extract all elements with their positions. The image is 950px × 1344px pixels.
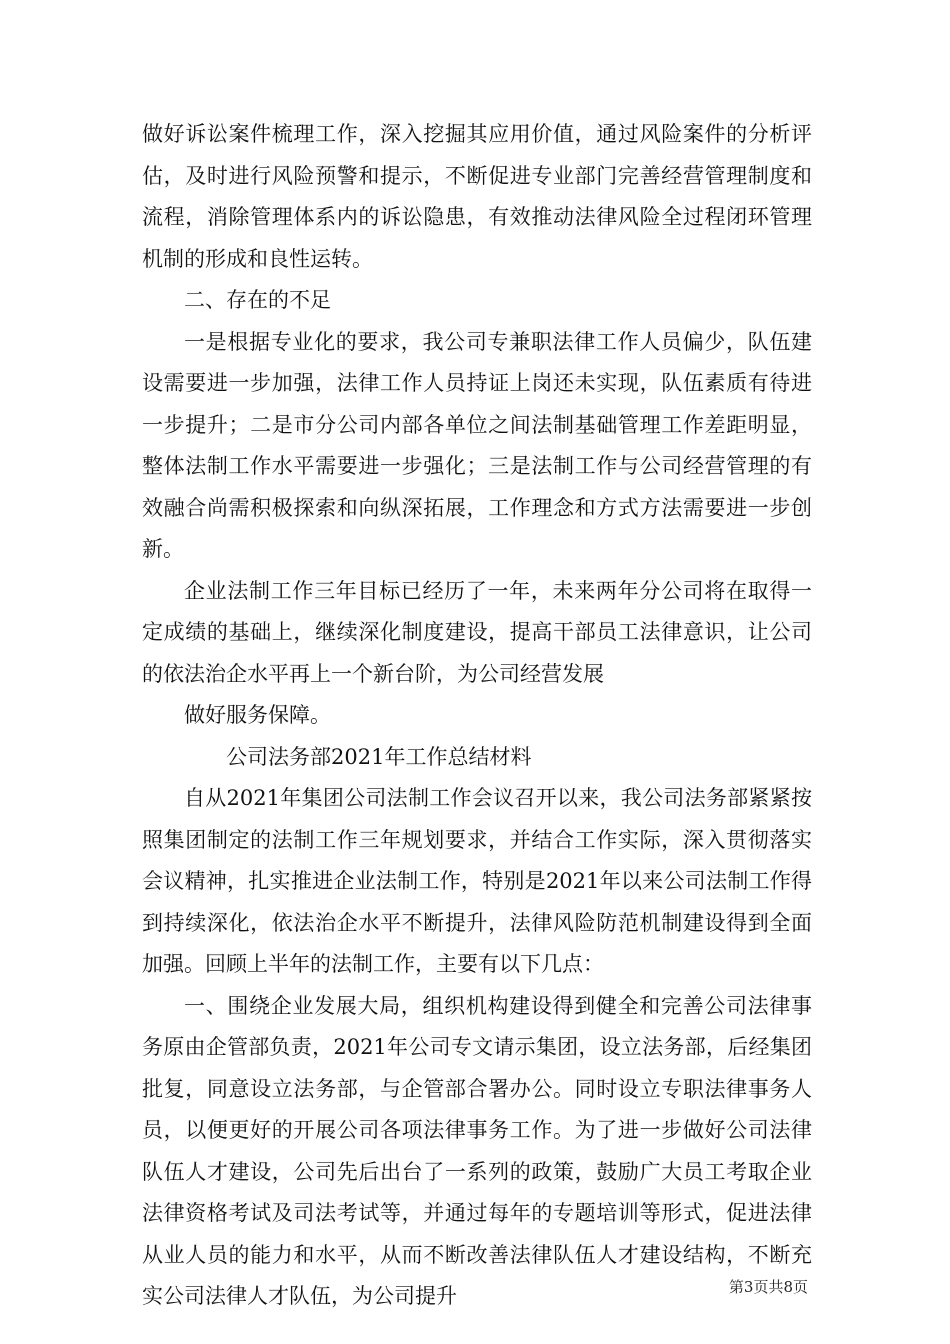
paragraph-shortcomings: 一是根据专业化的要求，我公司专兼职法律工作人员偏少，队伍建设需要进一步加强，法律工作人员持证上岗还未实现，队伍素质有待进一步提升；二是市分公司内部各单位之间法制基础管理工作差距明显，整体法制工作水平需要进一步强化；三是法制工作与公司经营管理的有效融合尚需积极探索和向纵深拓展，工作理念和方式方法需要进一步创新。 [142, 329, 812, 561]
document-title: 公司法务部2021年工作总结材料 [226, 744, 532, 769]
paragraph-outlook: 企业法制工作三年目标已经历了一年，未来两年分公司将在取得一定成绩的基础上，继续深化制度建设，提高干部员工法律意识，让公司的依法治企水平再上一个新台阶，为公司经营发展 [142, 578, 812, 686]
paragraph-continued: 做好诉讼案件梳理工作，深入挖掘其应用价值，通过风险案件的分析评估，及时进行风险预警和提示，不断促进专业部门完善经营管理制度和流程，消除管理体系内的诉讼隐患，有效推动法律风险全过程闭环管理机制的形成和良性运转。 [142, 122, 812, 271]
paragraph-intro: 自从2021年集团公司法制工作会议召开以来，我公司法务部紧紧按照集团制定的法制工作三年规划要求，并结合工作实际，深入贯彻落实会议精神，扎实推进企业法制工作，特别是2021年以来公司法制工作得到持续深化，依法治企水平不断提升，法律风险防范机制建设得到全面加强。回顾上半年的法制工作，主要有以下几点： [142, 786, 812, 976]
page-number: 第3页共8页 [728, 1278, 808, 1296]
section-heading-shortcomings: 二、存在的不足 [184, 288, 331, 312]
document-body [142, 114, 812, 1318]
paragraph-outlook-end: 做好服务保障。 [184, 703, 331, 727]
paragraph-section-one: 一、围绕企业发展大局，组织机构建设得到健全和完善公司法律事务原由企管部负责，2021年公司专文请示集团，设立法务部，后经集团批复，同意设立法务部，与企管部合署办公。同时设立专职法律事务人员，以便更好的开展公司各项法律事务工作。为了进一步做好公司法律队伍人才建设，公司先后出台了一系列的政策，鼓励广大员工考取企业法律资格考试及司法考试等，并通过每年的专题培训等形式，促进法律从业人员的能力和水平，从而不断改善法律队伍人才建设结构，不断充实公司法律人才队伍，为公司提升 [142, 993, 812, 1308]
